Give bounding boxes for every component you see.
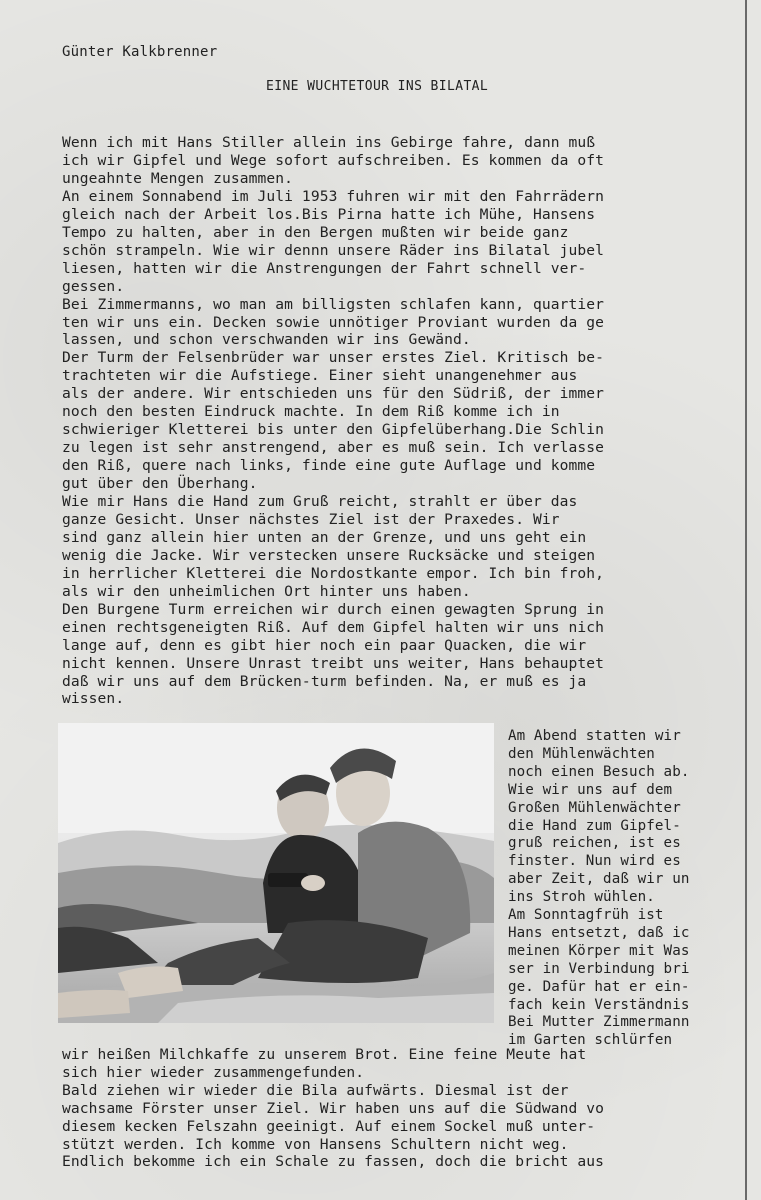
text-line: als der andere. Wir entschieden uns für den Südriß, der immer (62, 385, 605, 403)
text-line: den Riß, quere nach links, finde eine gute Auflage und komme (62, 457, 596, 475)
page-edge-line (745, 0, 747, 1200)
text-line: aber Zeit, daß wir un (508, 871, 690, 888)
text-line: wir heißen Milchkaffe zu unserem Brot. Eine feine Meute hat (62, 1046, 587, 1063)
text-line: gut über den Überhang. (62, 475, 258, 493)
text-line: Hans entsetzt, daß ic (508, 924, 690, 941)
text-line: den Mühlenwächten (508, 745, 655, 762)
text-line: Bei Mutter Zimmermann (508, 1014, 690, 1031)
text-line: finster. Nun wird es (508, 853, 681, 870)
text-line: Wenn ich mit Hans Stiller allein ins Gebirge fahre, dann muß (62, 134, 596, 151)
text-line: sind ganz allein hier unten an der Grenze, und uns geht ein (62, 528, 587, 546)
text-line: Endlich bekomme ich ein Schale zu fassen, doch die bricht aus (62, 1153, 605, 1171)
text-line: als wir den unheimlichen Ort hinter uns haben. (62, 582, 471, 600)
text-line: Wie wir uns auf dem (508, 781, 673, 798)
text-line: fach kein Verständnis (508, 996, 690, 1013)
text-line: im Garten schlürfen (508, 1032, 673, 1049)
photo-illustration (58, 723, 494, 1023)
text-line: gruß reichen, ist es (508, 835, 681, 852)
text-line: trachteten wir die Aufstiege. Einer sieht unangenehmer aus (62, 367, 578, 385)
text-line: gessen. (62, 277, 125, 295)
text-line: ins Stroh wühlen. (508, 889, 655, 906)
text-line: Bald ziehen wir wieder die Bila aufwärts. Diesmal ist der (62, 1081, 569, 1099)
text-line: ten wir uns ein. Decken sowie unnötiger Proviant wurden da ge (62, 313, 605, 331)
text-line: noch den besten Eindruck machte. In dem Riß komme ich in (62, 403, 560, 421)
text-line: liesen, hatten wir die Anstrengungen der Fahrt schnell ver- (62, 259, 587, 277)
text-line: ungeahnte Mengen zusammen. (62, 169, 294, 187)
text-line: An einem Sonnabend im Juli 1953 fuhren wir mit den Fahrrädern (62, 187, 605, 205)
text-line: ser in Verbindung bri (508, 960, 690, 977)
text-line: Den Burgene Turm erreichen wir durch einen gewagten Sprung in (62, 600, 605, 618)
text-line: lange auf, denn es gibt hier noch ein paar Quacken, die wir (62, 636, 587, 654)
text-line: Tempo zu halten, aber in den Bergen mußten wir beide ganz (62, 223, 569, 241)
text-line: Der Turm der Felsenbrüder war unser erstes Ziel. Kritisch be- (62, 349, 605, 367)
text-line: ge. Dafür hat er ein- (508, 978, 690, 995)
text-line: Bei Zimmermanns, wo man am billigsten schlafen kann, quartier (62, 295, 605, 313)
text-line: nicht kennen. Unsere Unrast treibt uns weiter, Hans behauptet (62, 654, 605, 672)
text-line: diesem kecken Felszahn geeinigt. Auf einem Sockel muß unter- (62, 1117, 596, 1135)
text-line: Am Sonntagfrüh ist (508, 907, 664, 923)
text-line: lassen, und schon verschwanden wir ins Gewänd. (62, 331, 471, 349)
text-line: Großen Mühlenwächter (508, 799, 681, 816)
text-line: Am Abend statten wir (508, 728, 681, 744)
author-name: Günter Kalkbrenner (62, 44, 218, 60)
text-line: meinen Körper mit Was (508, 942, 690, 959)
document-title: EINE WUCHTETOUR INS BILATAL (266, 79, 489, 94)
text-line: stützt werden. Ich komme von Hansens Schultern nicht weg. (62, 1135, 569, 1153)
photo-two-climbers (58, 723, 494, 1023)
text-line: noch einen Besuch ab. (508, 763, 690, 780)
text-line: wissen. (62, 690, 125, 708)
text-line: in herrlicher Kletterei die Nordostkante empor. Ich bin froh, (62, 564, 605, 582)
text-line: ganze Gesicht. Unser nächstes Ziel ist der Praxedes. Wir (62, 510, 560, 528)
text-line: gleich nach der Arbeit los.Bis Pirna hatte ich Mühe, Hansens (62, 205, 596, 223)
text-line: ich wir Gipfel und Wege sofort aufschreiben. Es kommen da oft (62, 151, 605, 169)
text-line: zu legen ist sehr anstrengend, aber es muß sein. Ich verlasse (62, 439, 605, 457)
text-line: wenig die Jacke. Wir verstecken unsere Rucksäcke und steigen (62, 546, 596, 564)
text-line: schwieriger Kletterei bis unter den Gipfelüberhang.Die Schlin (62, 421, 605, 439)
text-line: sich hier wieder zusammengefunden. (62, 1063, 365, 1081)
text-line: daß wir uns auf dem Brücken-turm befinden. Na, er muß es ja (62, 672, 587, 690)
text-line: einen rechtsgeneigten Riß. Auf dem Gipfel halten wir uns nich (62, 618, 605, 636)
text-line: Wie mir Hans die Hand zum Gruß reicht, strahlt er über das (62, 493, 578, 510)
text-line: die Hand zum Gipfel- (508, 817, 681, 834)
text-line: wachsame Förster unser Ziel. Wir haben uns auf die Südwand vo (62, 1099, 605, 1117)
text-line: schön strampeln. Wie wir dennn unsere Räder ins Bilatal jubel (62, 241, 605, 259)
